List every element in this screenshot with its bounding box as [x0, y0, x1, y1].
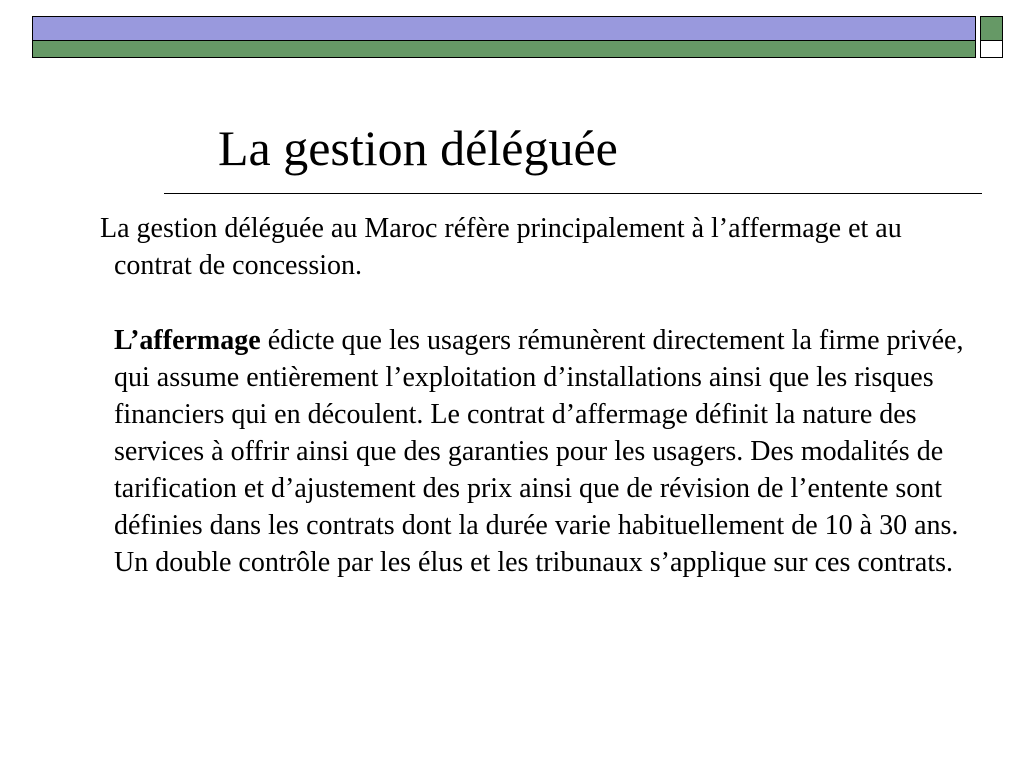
header-corner-square-green [980, 16, 1003, 41]
intro-paragraph: La gestion déléguée au Maroc réfère principalement à l’affermage et au contrat de concession. [100, 213, 902, 281]
definition-term: L’affermage [114, 325, 261, 356]
slide-title: La gestion déléguée [218, 120, 618, 176]
header-corner-square-white [980, 41, 1003, 58]
definition-paragraph [92, 322, 982, 581]
header-bar-purple [32, 16, 976, 41]
title-divider [164, 193, 982, 194]
header-bar-green [32, 41, 976, 58]
slide-body [92, 210, 982, 581]
definition-text: édicte que les usagers rémunèrent directement la firme privée, qui assume entièrement l’exploitation d’installations ainsi que les risques financiers qui en découlent. Le contrat d’affermage définit la nature des services à offrir ainsi que des garanties pour les usagers. Des modalités de tarification et d’ajustement des prix ainsi que de révision de l’entente sont définies dans les contrats dont la durée varie habituellement de 10 à 30 ans. Un double contrôle par les élus et les tribunaux s’applique sur ces contrats. [114, 325, 964, 578]
